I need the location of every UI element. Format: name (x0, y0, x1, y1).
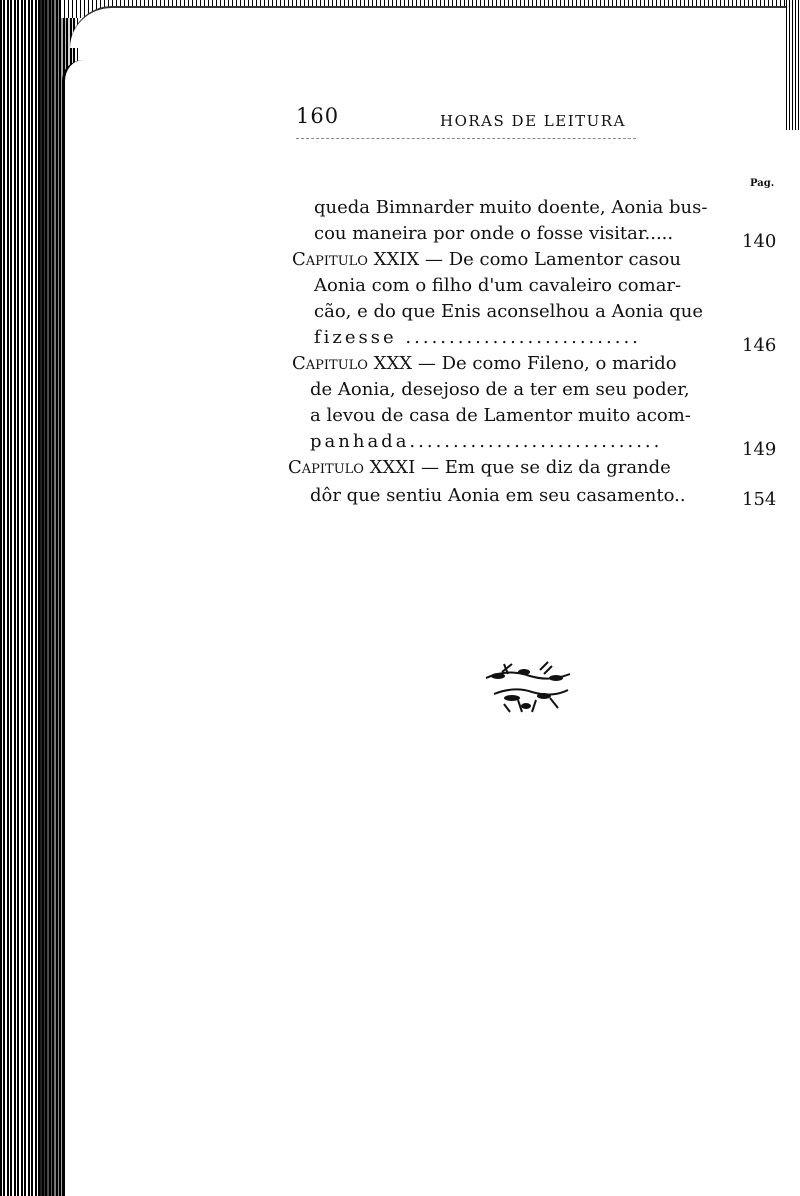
toc-line: cou maneira por onde o fosse visitar..... (314, 223, 674, 244)
page-number: 160 (296, 104, 340, 128)
page-column-label: Pag. (750, 178, 775, 189)
toc-page-number: 149 (742, 439, 777, 460)
page-header (296, 104, 636, 139)
chapter-title-start: — De como Fileno, o marido (417, 353, 677, 374)
toc-page-number: 140 (742, 231, 777, 252)
page-top-curve (70, 6, 800, 48)
floral-vignette-icon (478, 660, 578, 716)
toc-line: panhada............................. (310, 431, 663, 452)
chapter-label: Capitulo XXXI (288, 457, 416, 478)
toc-line: a levou de casa de Lamentor muito acom- (310, 405, 691, 426)
toc-page-number: 154 (742, 489, 777, 510)
toc-page-number: 146 (742, 335, 777, 356)
toc-line: fizesse ........................... (314, 327, 641, 348)
toc-line: dôr que sentiu Aonia em seu casamento.. (310, 485, 686, 506)
toc-line: queda Bimnarder muito doente, Aonia bus- (314, 197, 708, 218)
toc-line: de Aonia, desejoso de a ter em seu poder, (310, 379, 690, 400)
toc-entry-heading (288, 456, 671, 480)
toc-line: cão, e do que Enis aconselhou a Aonia que (314, 301, 703, 322)
toc-line: Aonia com o filho d'um cavaleiro comar- (314, 275, 682, 296)
toc-entry-heading (292, 248, 681, 272)
chapter-label: Capitulo XXX (292, 353, 413, 374)
chapter-title-start: — Em que se diz da grande (420, 457, 671, 478)
chapter-label: Capitulo XXIX (292, 249, 420, 270)
toc-entry-heading (292, 352, 677, 376)
page-left-edge (62, 60, 83, 1196)
running-head: HORAS DE LEITURA (440, 112, 626, 130)
chapter-title-start: — De como Lamentor casou (424, 249, 681, 270)
right-scan-edge (786, 0, 800, 130)
